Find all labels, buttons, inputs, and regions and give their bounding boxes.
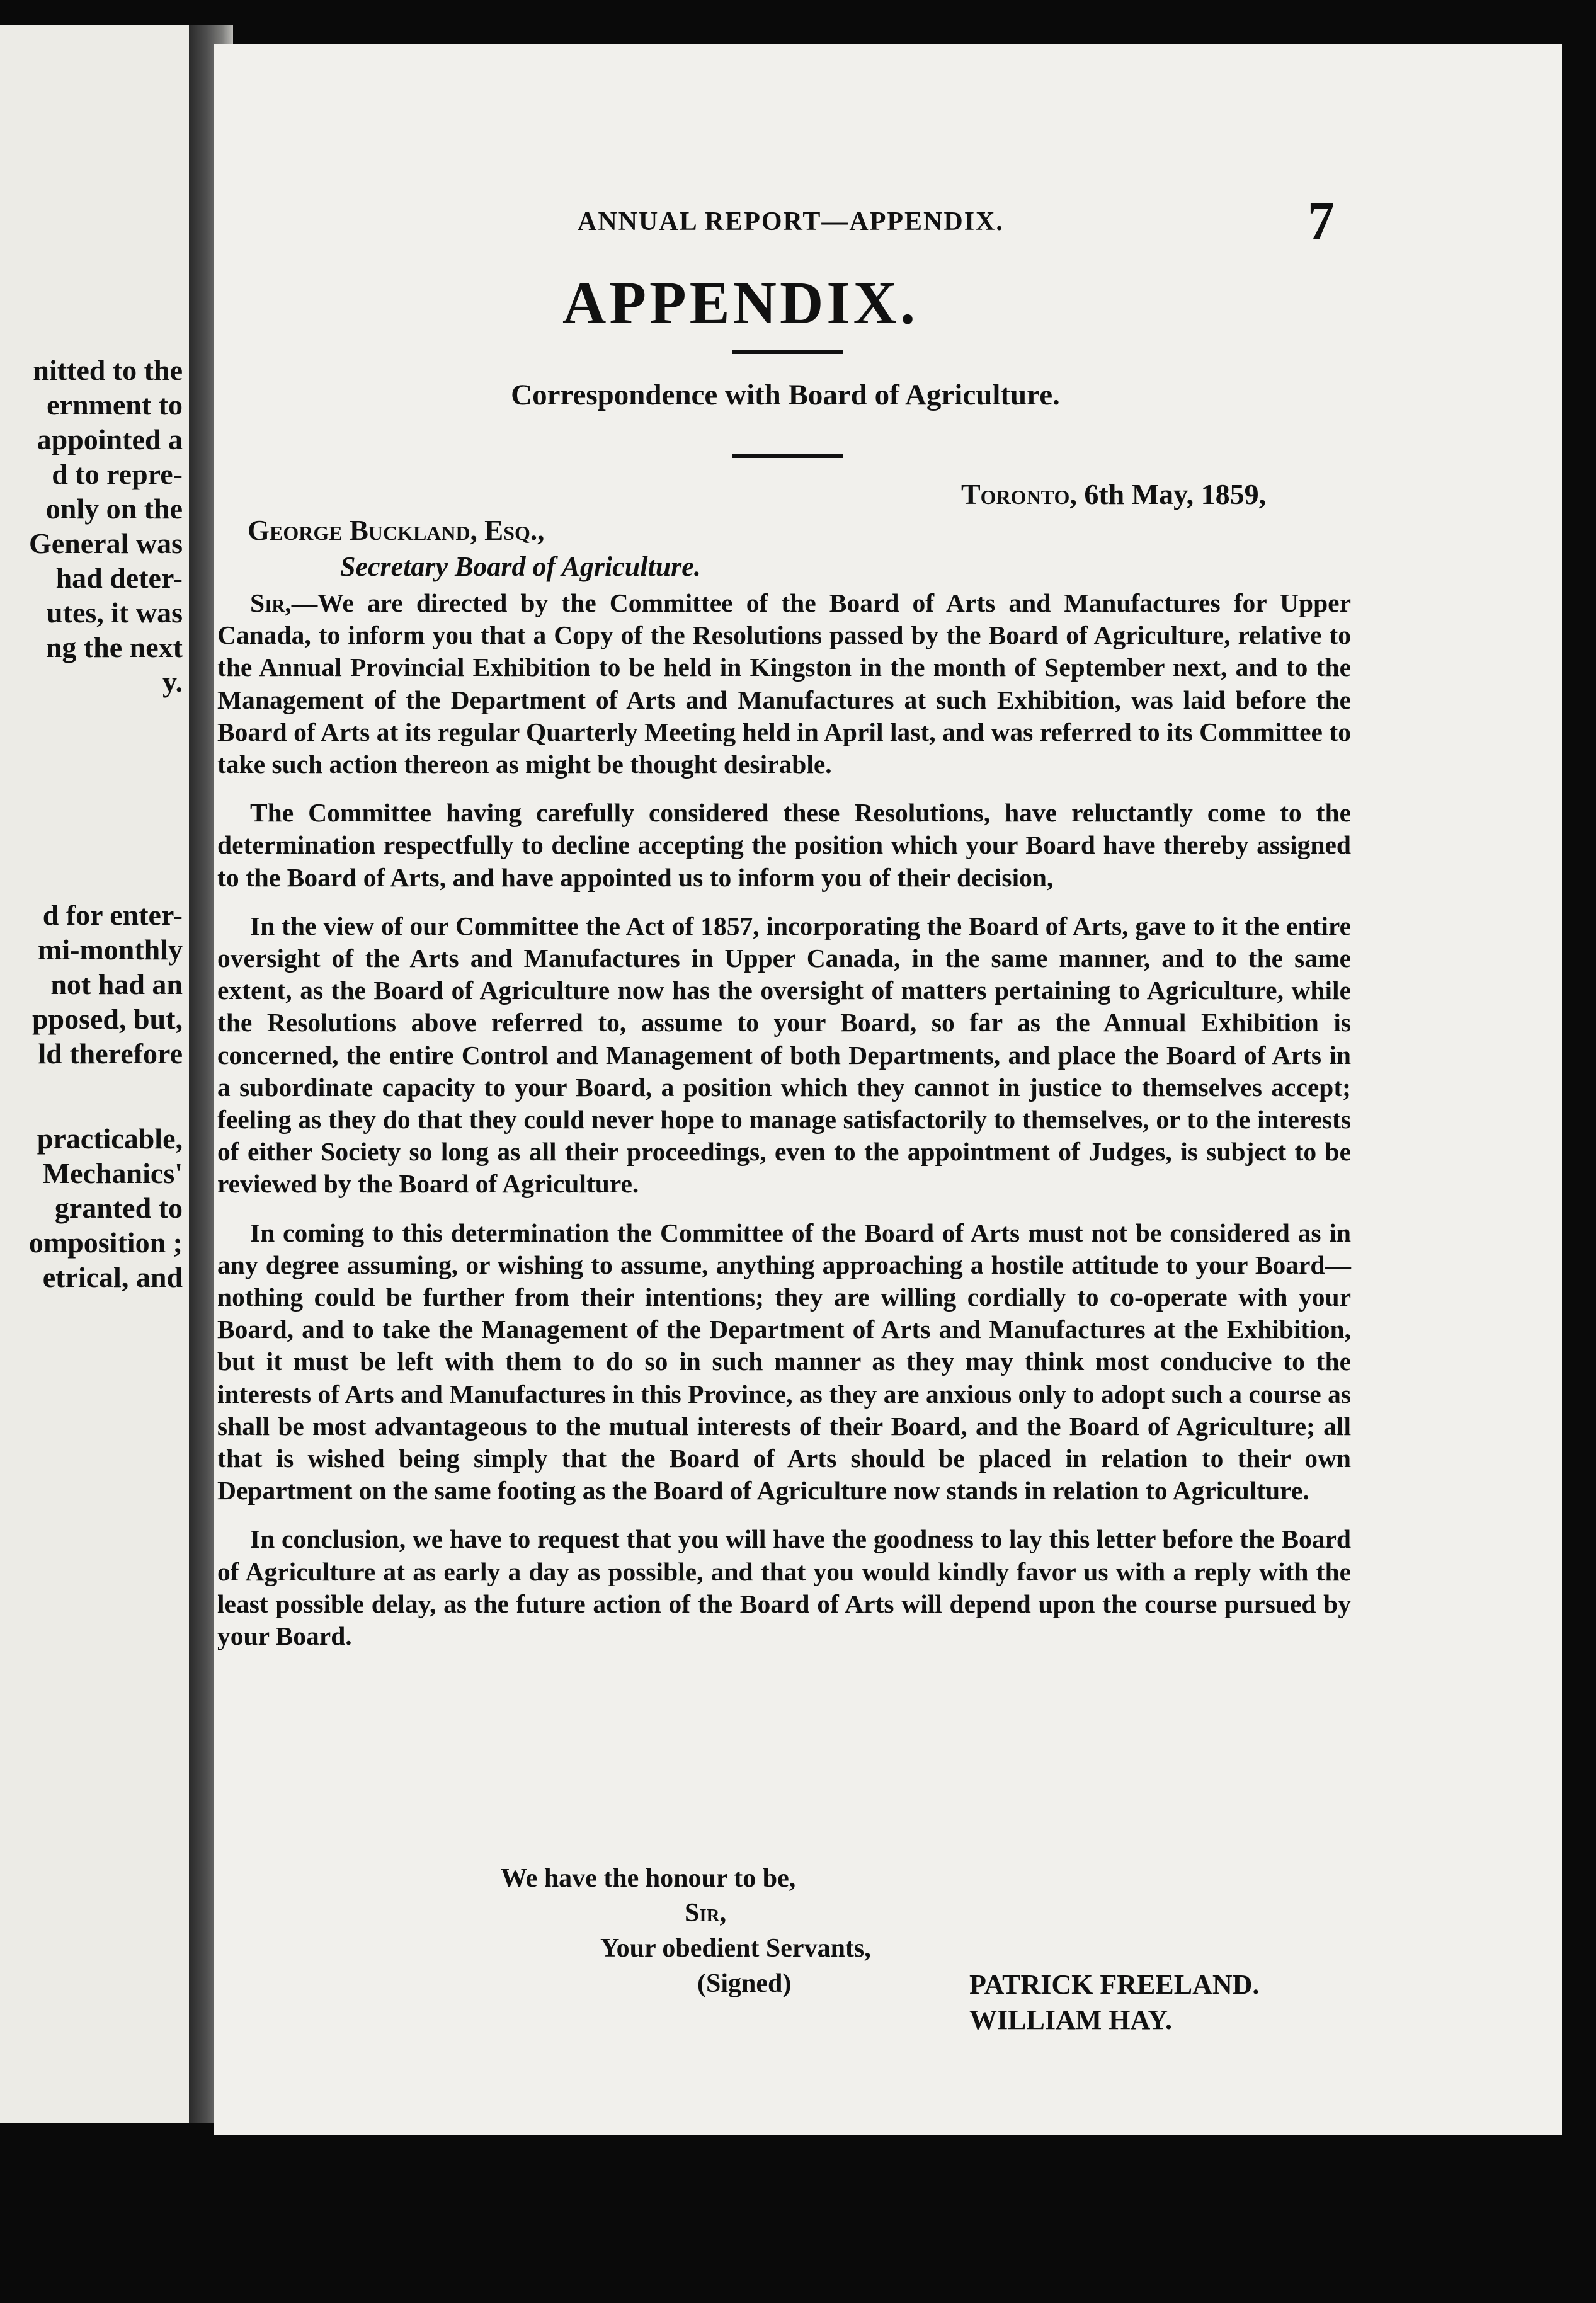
adjacent-page-line: d to repre- [52, 458, 183, 490]
closing-line: We have the honour to be, [501, 1864, 796, 1893]
adjacent-page-line: y. [162, 666, 183, 698]
adjacent-page-line: ng the next [45, 631, 183, 663]
signatory: WILLIAM HAY. [969, 2004, 1172, 2035]
dateline-date: 6th May, 1859, [1084, 478, 1267, 510]
adjacent-page-line: only on the [45, 493, 183, 525]
letter-paragraph: Sir,—We are directed by the Committee of the Board of Arts and Manufactures for Upper Canada, to inform you that a Copy of the Resolutions passed by the Board of Agriculture, relative to the Annual Provincial Exhibition to be held in Kingston in the month of September next, and to the Management of the Department of Arts and Manufactures at such Exhibition, was laid before the Board of Arts at its regular Quarterly Meeting held in April last, and was referred to its Committee to take such action thereon as might be thought desirable. [217, 588, 1351, 779]
adjacent-page-line: ld therefore [38, 1037, 183, 1070]
adjacent-page-line: d for enter- [42, 899, 183, 931]
letter-paragraph: The Committee having carefully considered these Resolutions, have reluctantly come to the determination respectfully to decline accepting the position which your Board have thereby assigned to the Board of Arts, and have appointed us to inform you of their decision, [217, 798, 1351, 892]
document-page [214, 44, 1562, 2135]
closing-sir: Sir, [685, 1899, 727, 1928]
adjacent-page-line: utes, it was [47, 597, 183, 629]
adjacent-page-line: not had an [50, 968, 183, 1000]
adjacent-page-line: General was [28, 527, 183, 559]
adjacent-page-line: Mechanics' [42, 1157, 183, 1189]
adjacent-page-line: pposed, but, [31, 1003, 183, 1035]
adjacent-page-line: nitted to the [33, 354, 183, 386]
running-head: ANNUAL REPORT—APPENDIX. [578, 207, 1004, 236]
adjacent-page-line: etrical, and [42, 1261, 183, 1293]
adjacent-page-text-top [29, 353, 183, 699]
dateline-place: Toronto, [961, 478, 1077, 510]
section-heading: Correspondence with Board of Agriculture. [511, 379, 1060, 411]
section-rule [732, 454, 843, 458]
adjacent-page-line: practicable, [37, 1123, 183, 1155]
dateline [961, 477, 1266, 511]
letter-paragraph: In coming to this determination the Committee of the Board of Arts must not be considered as in any degree assuming, or wishing to assume, anything approaching a hostile attitude to your Board—nothing could be further from their intentions; they are willing cordially to co-operate with your Board, and to take the Management of the Department of Arts and Manufactures at the Exhibition, but it must be left with them to do so in such manner as they may think most conducive to the interests of Arts and Manufactures in this Province, as they are anxious only to adopt such a course as shall be most advantageous to the mutual interests of their Board, and the Board of Agriculture; all that is wished being simply that the Board of Arts should be placed in relation to their own Department on the same footing as the Board of Agriculture now stands in relation to Agriculture. [217, 1218, 1351, 1506]
adjacent-page-text-bottom [29, 1121, 183, 1294]
addressee-title: Secretary Board of Agriculture. [340, 551, 701, 582]
adjacent-page-line: mi-monthly [38, 934, 183, 966]
adjacent-page-line: appointed a [37, 423, 183, 455]
letter-paragraph: In conclusion, we have to request that you will have the goodness to lay this letter before the Board of Agriculture at as early a day as possible, and that you would kindly favor us with a reply with the least possible delay, as the future action of the Board of Arts will depend upon the course pursued by your Board. [217, 1524, 1351, 1651]
signed-label: (Signed) [697, 1969, 792, 1998]
closing-servants: Your obedient Servants, [600, 1934, 871, 1963]
letter-paragraph: In the view of our Committee the Act of 1857, incorporating the Board of Arts, gave to it the entire oversight of the Arts and Manufactures in Upper Canada, in the same manner, and to the same extent, as the Board of Agriculture now has the oversight of matters pertaining to Agriculture, while the Resolutions above referred to, assume to your Board, so far as the Annual Exhibition is concerned, the entire Control and Management of both Departments, and place the Board of Arts in a subordinate capacity to your Board, a position which they cannot in justice to themselves accept; feeling as they do that they could never hope to manage satisfactorily to themselves, or to the interests of either Society so long as all their proceedings, even to the appointment of Judges, is subject to be reviewed by the Board of Agriculture. [217, 911, 1351, 1199]
signatory: PATRICK FREELAND. [969, 1969, 1260, 2000]
salutation: Sir, [250, 588, 292, 617]
page-title: APPENDIX. [562, 269, 918, 336]
title-rule [732, 350, 843, 354]
adjacent-page-line: omposition ; [28, 1226, 183, 1259]
letter-body [217, 587, 1351, 1652]
adjacent-page-text-middle [32, 898, 183, 1071]
adjacent-page-line: ernment to [47, 389, 183, 421]
addressee-name: George Buckland, Esq., [248, 515, 545, 546]
page-number: 7 [1308, 190, 1335, 251]
adjacent-page-line: granted to [54, 1192, 183, 1224]
adjacent-page-line: had deter- [55, 562, 183, 594]
adjacent-page [0, 25, 189, 2123]
